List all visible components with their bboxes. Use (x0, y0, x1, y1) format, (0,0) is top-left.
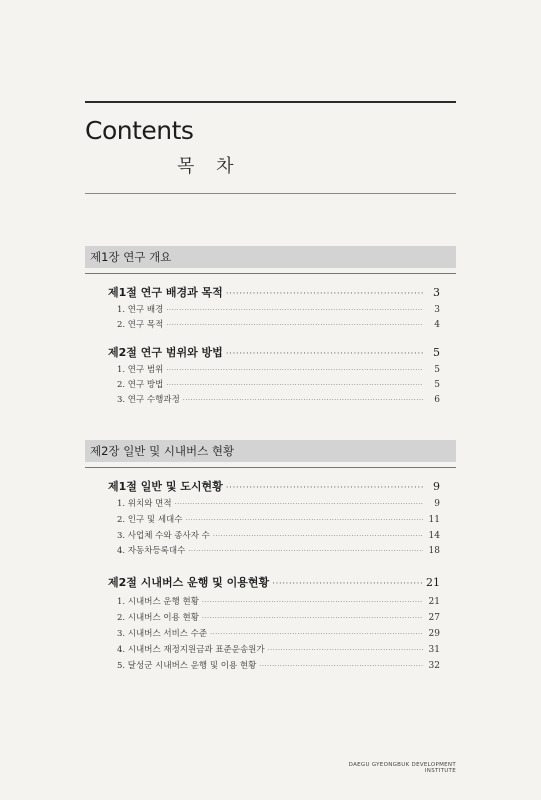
leader-dots (268, 644, 423, 656)
toc-item-2-1-4[interactable] (117, 545, 440, 557)
page-number: 21 (426, 576, 440, 589)
item-label: 1. 위치와 면적 (117, 499, 172, 509)
leader-dots (226, 287, 423, 301)
leader-dots (175, 498, 423, 510)
contents-title: Contents (85, 116, 194, 145)
leader-dots (226, 347, 423, 361)
contents-title-korean: 목 차 (177, 156, 242, 177)
page-number: 32 (428, 661, 440, 671)
leader-dots (272, 577, 423, 591)
leader-dots (226, 481, 423, 495)
leader-dots (202, 612, 423, 624)
leader-dots (183, 394, 423, 406)
page-number: 31 (428, 645, 440, 655)
item-label: 2. 인구 및 세대수 (117, 515, 183, 525)
section-title: 제1절 일반 및 도시현황 (108, 480, 223, 493)
page-number: 11 (428, 515, 440, 525)
page-number: 14 (428, 531, 440, 541)
toc-item-2-1-2[interactable] (117, 514, 440, 526)
toc-item-2-1-1[interactable] (117, 498, 440, 510)
item-label: 2. 시내버스 이용 현황 (117, 613, 199, 623)
toc-section-2-2[interactable] (108, 576, 440, 590)
leader-dots (166, 319, 423, 331)
item-label: 5. 달성군 시내버스 운행 및 이용 현황 (117, 661, 257, 671)
page-number: 9 (434, 499, 440, 509)
chapter-2-rule (85, 467, 456, 468)
toc-item-2-2-4[interactable] (117, 644, 440, 656)
leader-dots (202, 596, 423, 608)
item-label: 4. 시내버스 재정지원금과 표준운송원가 (117, 645, 265, 655)
page-number: 5 (434, 380, 440, 390)
page-number: 18 (428, 546, 440, 556)
toc-item-1-1-2[interactable] (117, 319, 440, 331)
page-number: 3 (433, 286, 440, 299)
toc-item-2-2-1[interactable] (117, 596, 440, 608)
toc-item-2-1-3[interactable] (117, 530, 440, 542)
top-rule (85, 101, 456, 103)
toc-item-1-1-1[interactable] (117, 304, 440, 316)
item-label: 1. 연구 범위 (117, 365, 164, 375)
page-number: 4 (434, 320, 440, 330)
toc-section-1-1[interactable] (108, 286, 440, 300)
page-number: 27 (428, 613, 440, 623)
item-label: 2. 연구 목적 (117, 320, 164, 330)
toc-section-2-1[interactable] (108, 480, 440, 494)
toc-item-2-2-5[interactable] (117, 660, 440, 672)
chapter-1-rule (85, 273, 456, 274)
chapter-2-heading[interactable] (85, 440, 456, 462)
item-label: 2. 연구 방법 (117, 380, 164, 390)
page-number: 29 (428, 629, 440, 639)
chapter-1-heading[interactable] (85, 246, 456, 268)
chapter-1-title: 제1장 연구 개요 (90, 250, 172, 264)
item-label: 4. 자동차등록대수 (117, 546, 186, 556)
page-number: 5 (433, 346, 440, 359)
chapter-2-title: 제2장 일반 및 시내버스 현황 (90, 444, 235, 458)
item-label: 1. 시내버스 운행 현황 (117, 597, 199, 607)
leader-dots (166, 379, 423, 391)
toc-item-2-2-3[interactable] (117, 628, 440, 640)
footer-institute: DAEGU GYEONGBUK DEVELOPMENT INSTITUTE (348, 762, 456, 774)
page-number: 21 (428, 597, 440, 607)
leader-dots (259, 660, 423, 672)
item-label: 1. 연구 배경 (117, 305, 164, 315)
toc-item-1-2-3[interactable] (117, 394, 440, 406)
section-title: 제1절 연구 배경과 목적 (108, 286, 223, 299)
leader-dots (185, 514, 423, 526)
page-number: 3 (434, 305, 440, 315)
leader-dots (166, 304, 423, 316)
item-label: 3. 사업체 수와 종사자 수 (117, 531, 210, 541)
page-number: 9 (433, 480, 440, 493)
leader-dots (213, 530, 423, 542)
toc-item-1-2-2[interactable] (117, 379, 440, 391)
leader-dots (166, 364, 423, 376)
leader-dots (188, 545, 423, 557)
toc-item-1-2-1[interactable] (117, 364, 440, 376)
title-divider (85, 193, 456, 194)
section-title: 제2절 시내버스 운행 및 이용현황 (108, 576, 270, 589)
page-number: 5 (434, 365, 440, 375)
toc-section-1-2[interactable] (108, 346, 440, 360)
page-number: 6 (434, 395, 440, 405)
section-title: 제2절 연구 범위와 방법 (108, 346, 223, 359)
item-label: 3. 시내버스 서비스 수준 (117, 629, 208, 639)
item-label: 3. 연구 수행과정 (117, 395, 180, 405)
toc-item-2-2-2[interactable] (117, 612, 440, 624)
leader-dots (210, 628, 423, 640)
